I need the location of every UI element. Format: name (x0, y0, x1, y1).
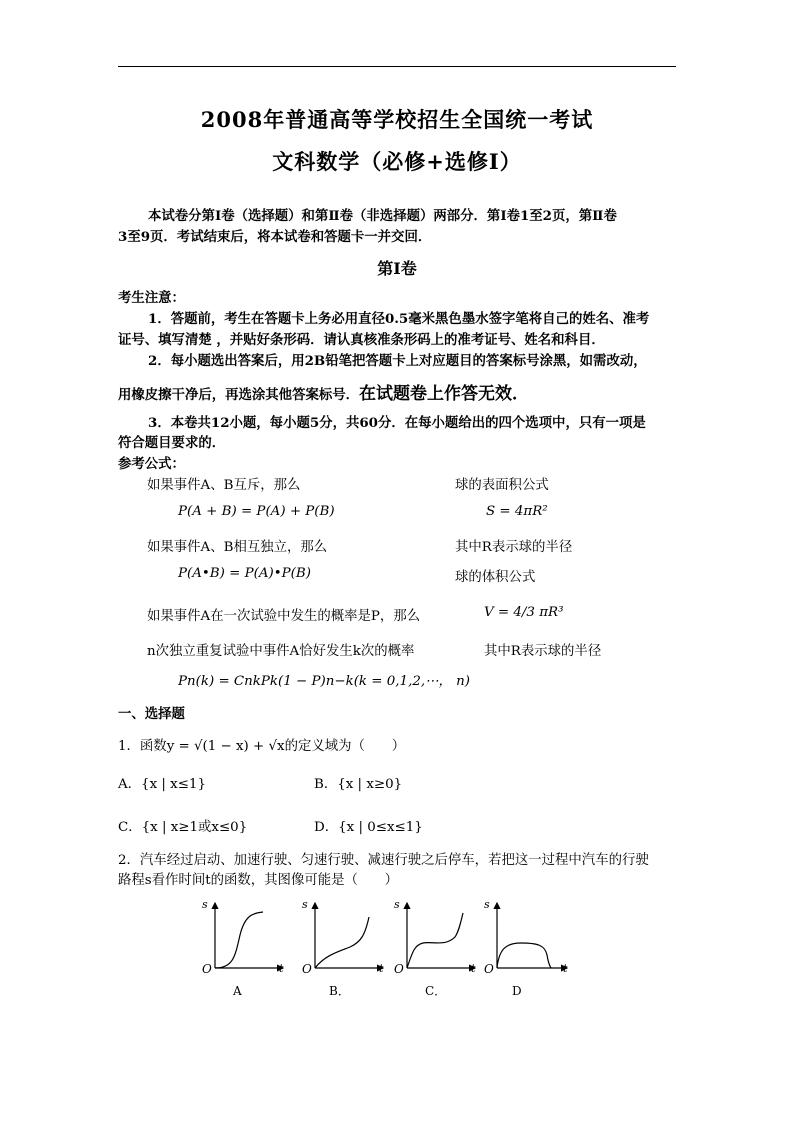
section-title: 第Ⅰ卷 (377, 259, 417, 278)
graph-d-axis-s: s (484, 898, 490, 911)
graph-c-axis-s: s (394, 898, 400, 911)
notice-heading: 考生注意： (118, 290, 185, 306)
graph-b-axis-t: t (379, 962, 384, 975)
formula-prob-text-2: n次独立重复试验中事件A恰好发生k次的概率 (147, 644, 415, 659)
graph-c-label: C． (425, 984, 447, 998)
radius-note-2: 其中R表示球的半径 (484, 644, 602, 659)
notice-emphasis: 在试题卷上作答无效． (359, 384, 530, 404)
graph-a (202, 898, 284, 998)
sphere-area-formula: S = 4πR² (486, 504, 548, 519)
formula-mutex: P(A + B) = P(A) + P(B) (178, 504, 335, 519)
graph-b (302, 898, 384, 998)
formula-binomial: Pn(k) = CnkPk(1 − P)n−k(k = 0,1,2,⋯， n) (178, 674, 470, 689)
intro-line-1: 本试卷分第Ⅰ卷（选择题）和第Ⅱ卷（非选择题）两部分．第Ⅰ卷1至2页，第Ⅱ卷 (148, 208, 617, 224)
sphere-volume-label: 球的体积公式 (455, 570, 536, 585)
formula-prob-text-1: 如果事件A在一次试验中发生的概率是P，那么 (147, 609, 421, 624)
formula-indep: P(A•B) = P(A)•P(B) (178, 566, 311, 581)
notice-item-2-text: 用橡皮擦干净后，再选涂其他答案标号． (118, 387, 360, 403)
graph-b-curve (315, 917, 369, 968)
part1-heading: 一、选择题 (118, 706, 185, 722)
graph-b-origin: O (302, 962, 312, 976)
graph-d-axis-t: t (563, 962, 568, 975)
graph-b-label: B． (329, 984, 350, 998)
radius-note-1: 其中R表示球的半径 (455, 540, 573, 555)
notice-item-2-line-1: 2．每小题选出答案后，用2B铅笔把答题卡上对应题目的答案标号涂黑，如需改动， (148, 353, 647, 369)
notice-item-3-line-1: 3．本卷共12小题，每小题5分，共60分．在每小题给出的四个选项中，只有一项是 (148, 415, 646, 431)
graph-d (484, 898, 568, 998)
q2-graphs (195, 895, 585, 1005)
header-rule (118, 66, 676, 67)
formula-mutex-text: 如果事件A、B互斥，那么 (147, 478, 301, 493)
notice-item-2-line-2 (118, 379, 529, 404)
graph-a-curve (215, 912, 263, 968)
exam-title: 2008年普通高等学校招生全国统一考试 (200, 107, 594, 132)
graph-b-axis-s: s (302, 898, 308, 911)
graph-c-axis-t: t (471, 962, 476, 975)
q1-stem: 1．函数y = √(1 − x) + √x的定义域为（ ） (118, 739, 406, 754)
sphere-area-label: 球的表面积公式 (455, 478, 549, 493)
graph-a-label: A (233, 984, 242, 998)
notice-item-1-line-1: 1．答题前，考生在答题卡上务必用直径0.5毫米黑色墨水签字笔将自己的姓名、准考 (148, 311, 650, 327)
graph-c-origin: O (394, 962, 404, 976)
notice-item-3-line-2: 符合题目要求的． (118, 435, 226, 451)
graph-a-axis-t: t (279, 962, 284, 975)
notice-item-1-line-2: 证号、填写清楚 ，并贴好条形码．请认真核准条形码上的准考证号、姓名和科目． (118, 332, 605, 348)
formulas-heading: 参考公式： (118, 456, 185, 472)
graph-a-origin: O (202, 962, 212, 976)
graph-d-label: D (512, 984, 522, 998)
graph-c (394, 898, 476, 998)
graph-d-origin: O (484, 962, 494, 976)
graph-d-curve (497, 943, 551, 968)
q1-option-b: B．{x | x≥0} (314, 777, 403, 792)
sphere-volume-formula: V = 4/3 πR³ (484, 605, 564, 620)
graph-a-axis-s: s (202, 898, 208, 911)
formula-indep-text: 如果事件A、B相互独立，那么 (147, 540, 328, 555)
q1-option-d: D．{x | 0≤x≤1} (314, 820, 423, 835)
intro-line-2: 3至9页．考试结束后，将本试卷和答题卡一并交回． (118, 229, 432, 245)
q2-stem-line-1: 2．汽车经过启动、加速行驶、匀速行驶、减速行驶之后停车，若把这一过程中汽车的行驶 (118, 853, 649, 868)
graph-c-curve (407, 913, 463, 968)
q2-stem-line-2: 路程s看作时间t的函数，其图像可能是（ ） (118, 873, 399, 888)
q1-option-a: A．{x | x≤1} (118, 777, 206, 792)
exam-subtitle: 文科数学（必修+选修Ⅰ） (272, 149, 522, 174)
q1-option-c: C．{x | x≥1或x≤0} (118, 820, 248, 835)
